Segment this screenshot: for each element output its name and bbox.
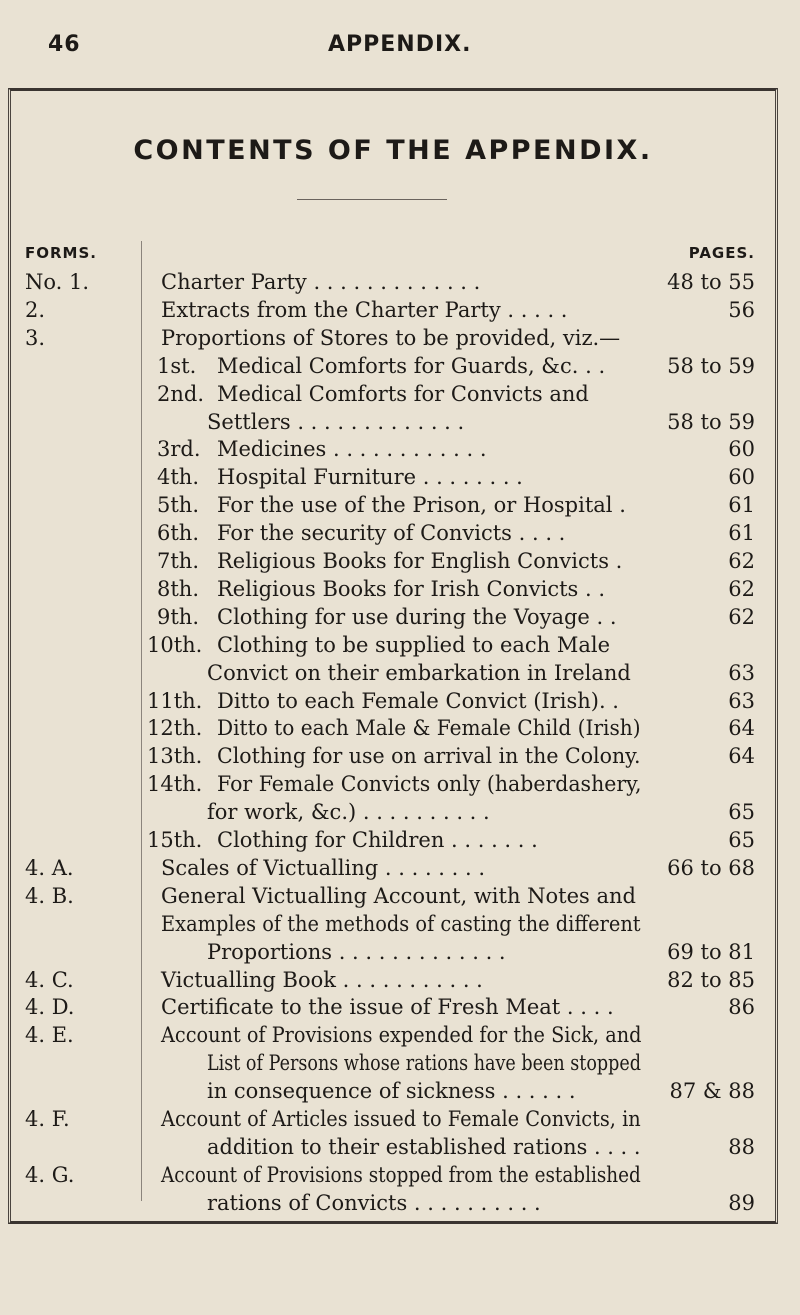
- sub-number: 11th.: [147, 688, 203, 713]
- page-reference: 69 to 81: [667, 939, 755, 964]
- entry-title: Clothing for use on arrival in the Colony.: [217, 744, 641, 769]
- entry-title: Charter Party . . . . . . . . . . . . .: [161, 270, 481, 294]
- form-number: No. 1.: [25, 270, 90, 294]
- contents-entry: [11, 604, 775, 630]
- contents-entry: [11, 1022, 775, 1048]
- entry-title: Certificate to the issue of Fresh Meat . . . .: [161, 995, 614, 1020]
- title-rule: [297, 199, 447, 200]
- contents-entry: [11, 743, 775, 769]
- sub-number: 1st.: [157, 353, 197, 378]
- sub-number: 12th.: [147, 716, 203, 741]
- entry-title: Extracts from the Charter Party . . . . .: [161, 297, 568, 322]
- contents-entry: [11, 855, 775, 881]
- form-number: 4. C.: [25, 967, 74, 992]
- page-reference: 48 to 55: [667, 270, 755, 294]
- entry-title: Medical Comforts for Guards, &c. . .: [217, 353, 606, 378]
- entry-title: Clothing for Children . . . . . . .: [217, 828, 538, 852]
- form-number: 4. F.: [25, 1107, 70, 1131]
- contents-entry: [11, 381, 775, 407]
- page-reference: 82 to 85: [667, 967, 755, 992]
- sub-number: 6th.: [157, 521, 199, 546]
- contents-entry: [11, 520, 775, 546]
- contents-title: CONTENTS OF THE APPENDIX.: [133, 135, 653, 166]
- contents-entry: [11, 967, 775, 993]
- entry-title: For Female Convicts only (haberdashery,: [217, 772, 642, 797]
- entry-title: in consequence of sickness . . . . . .: [207, 1079, 576, 1104]
- entry-title: Victualling Book . . . . . . . . . . .: [161, 967, 483, 992]
- form-number: 4. A.: [25, 855, 74, 880]
- page-number: 46: [48, 32, 81, 57]
- entry-title: Medicines . . . . . . . . . . . .: [217, 437, 487, 462]
- contents-entry: [11, 994, 775, 1020]
- entry-title: Convict on their embarkation in Ireland: [207, 660, 631, 685]
- contents-entry: [11, 492, 775, 518]
- contents-entry: [11, 1078, 775, 1104]
- page-reference: 63: [728, 688, 755, 713]
- contents-entry: [11, 1050, 775, 1076]
- contents-entry: [11, 297, 775, 323]
- contents-entry: [11, 632, 775, 658]
- contents-entry: [11, 883, 775, 909]
- page-reference: 62: [728, 576, 755, 601]
- form-number: 4. B.: [25, 883, 74, 908]
- entry-title: Religious Books for Irish Convicts . .: [217, 576, 605, 601]
- entry-title: addition to their established rations . . . .: [207, 1134, 641, 1159]
- entry-title: Account of Provisions stopped from the established: [161, 1162, 641, 1187]
- contents-frame: [8, 88, 778, 1224]
- form-number: 4. D.: [25, 995, 75, 1020]
- sub-number: 10th.: [147, 632, 203, 657]
- contents-entry: [11, 827, 775, 853]
- page-reference: 87 & 88: [669, 1079, 755, 1104]
- contents-entry: [11, 799, 775, 825]
- sub-number: 3rd.: [157, 437, 201, 462]
- contents-entry: [11, 1190, 775, 1216]
- entry-title: Account of Provisions expended for the Sick, and: [161, 1023, 642, 1048]
- page-reference: 61: [728, 493, 755, 518]
- running-head: APPENDIX.: [328, 32, 472, 57]
- entry-title: Hospital Furniture . . . . . . . .: [217, 465, 523, 490]
- sub-number: 4th.: [157, 465, 199, 490]
- contents-entry: [11, 353, 775, 379]
- entry-title: Proportions of Stores to be provided, viz.—: [161, 325, 621, 350]
- entry-title: Ditto to each Female Convict (Irish). .: [217, 688, 619, 713]
- sub-number: 2nd.: [157, 381, 205, 406]
- entry-title: Clothing to be supplied to each Male: [217, 632, 611, 657]
- entry-title: Examples of the methods of casting the different: [161, 911, 641, 936]
- page-reference: 61: [728, 521, 755, 546]
- form-number: 4. G.: [25, 1162, 75, 1187]
- contents-entry: [11, 548, 775, 574]
- contents-entry: [11, 325, 775, 351]
- entry-title: Proportions . . . . . . . . . . . . .: [207, 939, 506, 964]
- page-reference: 89: [728, 1190, 755, 1215]
- page-reference: 64: [728, 716, 755, 741]
- sub-number: 14th.: [147, 772, 203, 797]
- sub-number: 5th.: [157, 493, 199, 518]
- page-reference: 62: [728, 549, 755, 573]
- entry-title: For the use of the Prison, or Hospital .: [217, 493, 626, 518]
- entry-title: Settlers . . . . . . . . . . . . .: [207, 409, 465, 434]
- page-reference: 60: [728, 437, 755, 462]
- entry-title: List of Persons whose rations have been stopped: [207, 1051, 642, 1076]
- page-reference: 58 to 59: [667, 409, 755, 434]
- pages-column-heading: PAGES.: [688, 244, 755, 262]
- page-reference: 63: [728, 660, 755, 685]
- sub-number: 7th.: [157, 549, 199, 573]
- contents-entry: [11, 688, 775, 714]
- contents-entry: [11, 939, 775, 965]
- contents-entry: [11, 269, 775, 295]
- page-reference: 65: [728, 800, 755, 825]
- page-reference: 66 to 68: [667, 855, 755, 880]
- page-reference: 64: [728, 744, 755, 769]
- page-reference: 58 to 59: [667, 353, 755, 378]
- contents-entry: [11, 715, 775, 741]
- form-number: 3.: [25, 325, 46, 350]
- forms-column-heading: FORMS.: [25, 244, 97, 262]
- entry-title: General Victualling Account, with Notes and: [161, 883, 636, 908]
- sub-number: 8th.: [157, 576, 199, 601]
- entry-title: Ditto to each Male & Female Child (Irish): [217, 716, 641, 741]
- entry-title: Religious Books for English Convicts .: [217, 549, 623, 573]
- contents-entry: [11, 1162, 775, 1188]
- contents-entry: [11, 1106, 775, 1132]
- page-reference: 86: [728, 995, 755, 1020]
- page-reference: 56: [728, 297, 755, 322]
- contents-entry: [11, 576, 775, 602]
- page-reference: 65: [728, 828, 755, 852]
- page-reference: 60: [728, 465, 755, 490]
- contents-entry: [11, 436, 775, 462]
- entry-title: Account of Articles issued to Female Convicts, in: [161, 1107, 641, 1131]
- page-reference: 88: [728, 1134, 755, 1159]
- entry-title: Scales of Victualling . . . . . . . .: [161, 855, 486, 880]
- entry-title: Clothing for use during the Voyage . .: [217, 604, 617, 629]
- entry-title: For the security of Convicts . . . .: [217, 521, 566, 546]
- sub-number: 13th.: [147, 744, 203, 769]
- form-number: 4. E.: [25, 1023, 74, 1048]
- entry-title: rations of Convicts . . . . . . . . . .: [207, 1190, 541, 1215]
- entry-title: Medical Comforts for Convicts and: [217, 381, 589, 406]
- contents-entry: [11, 911, 775, 937]
- sub-number: 15th.: [147, 828, 203, 852]
- contents-entry: [11, 771, 775, 797]
- contents-entry: [11, 660, 775, 686]
- contents-entry: [11, 464, 775, 490]
- contents-entry: [11, 409, 775, 435]
- entry-title: for work, &c.) . . . . . . . . . .: [207, 800, 490, 825]
- contents-entry: [11, 1134, 775, 1160]
- page-reference: 62: [728, 604, 755, 629]
- form-number: 2.: [25, 297, 46, 322]
- sub-number: 9th.: [157, 604, 199, 629]
- page-header: [48, 32, 760, 62]
